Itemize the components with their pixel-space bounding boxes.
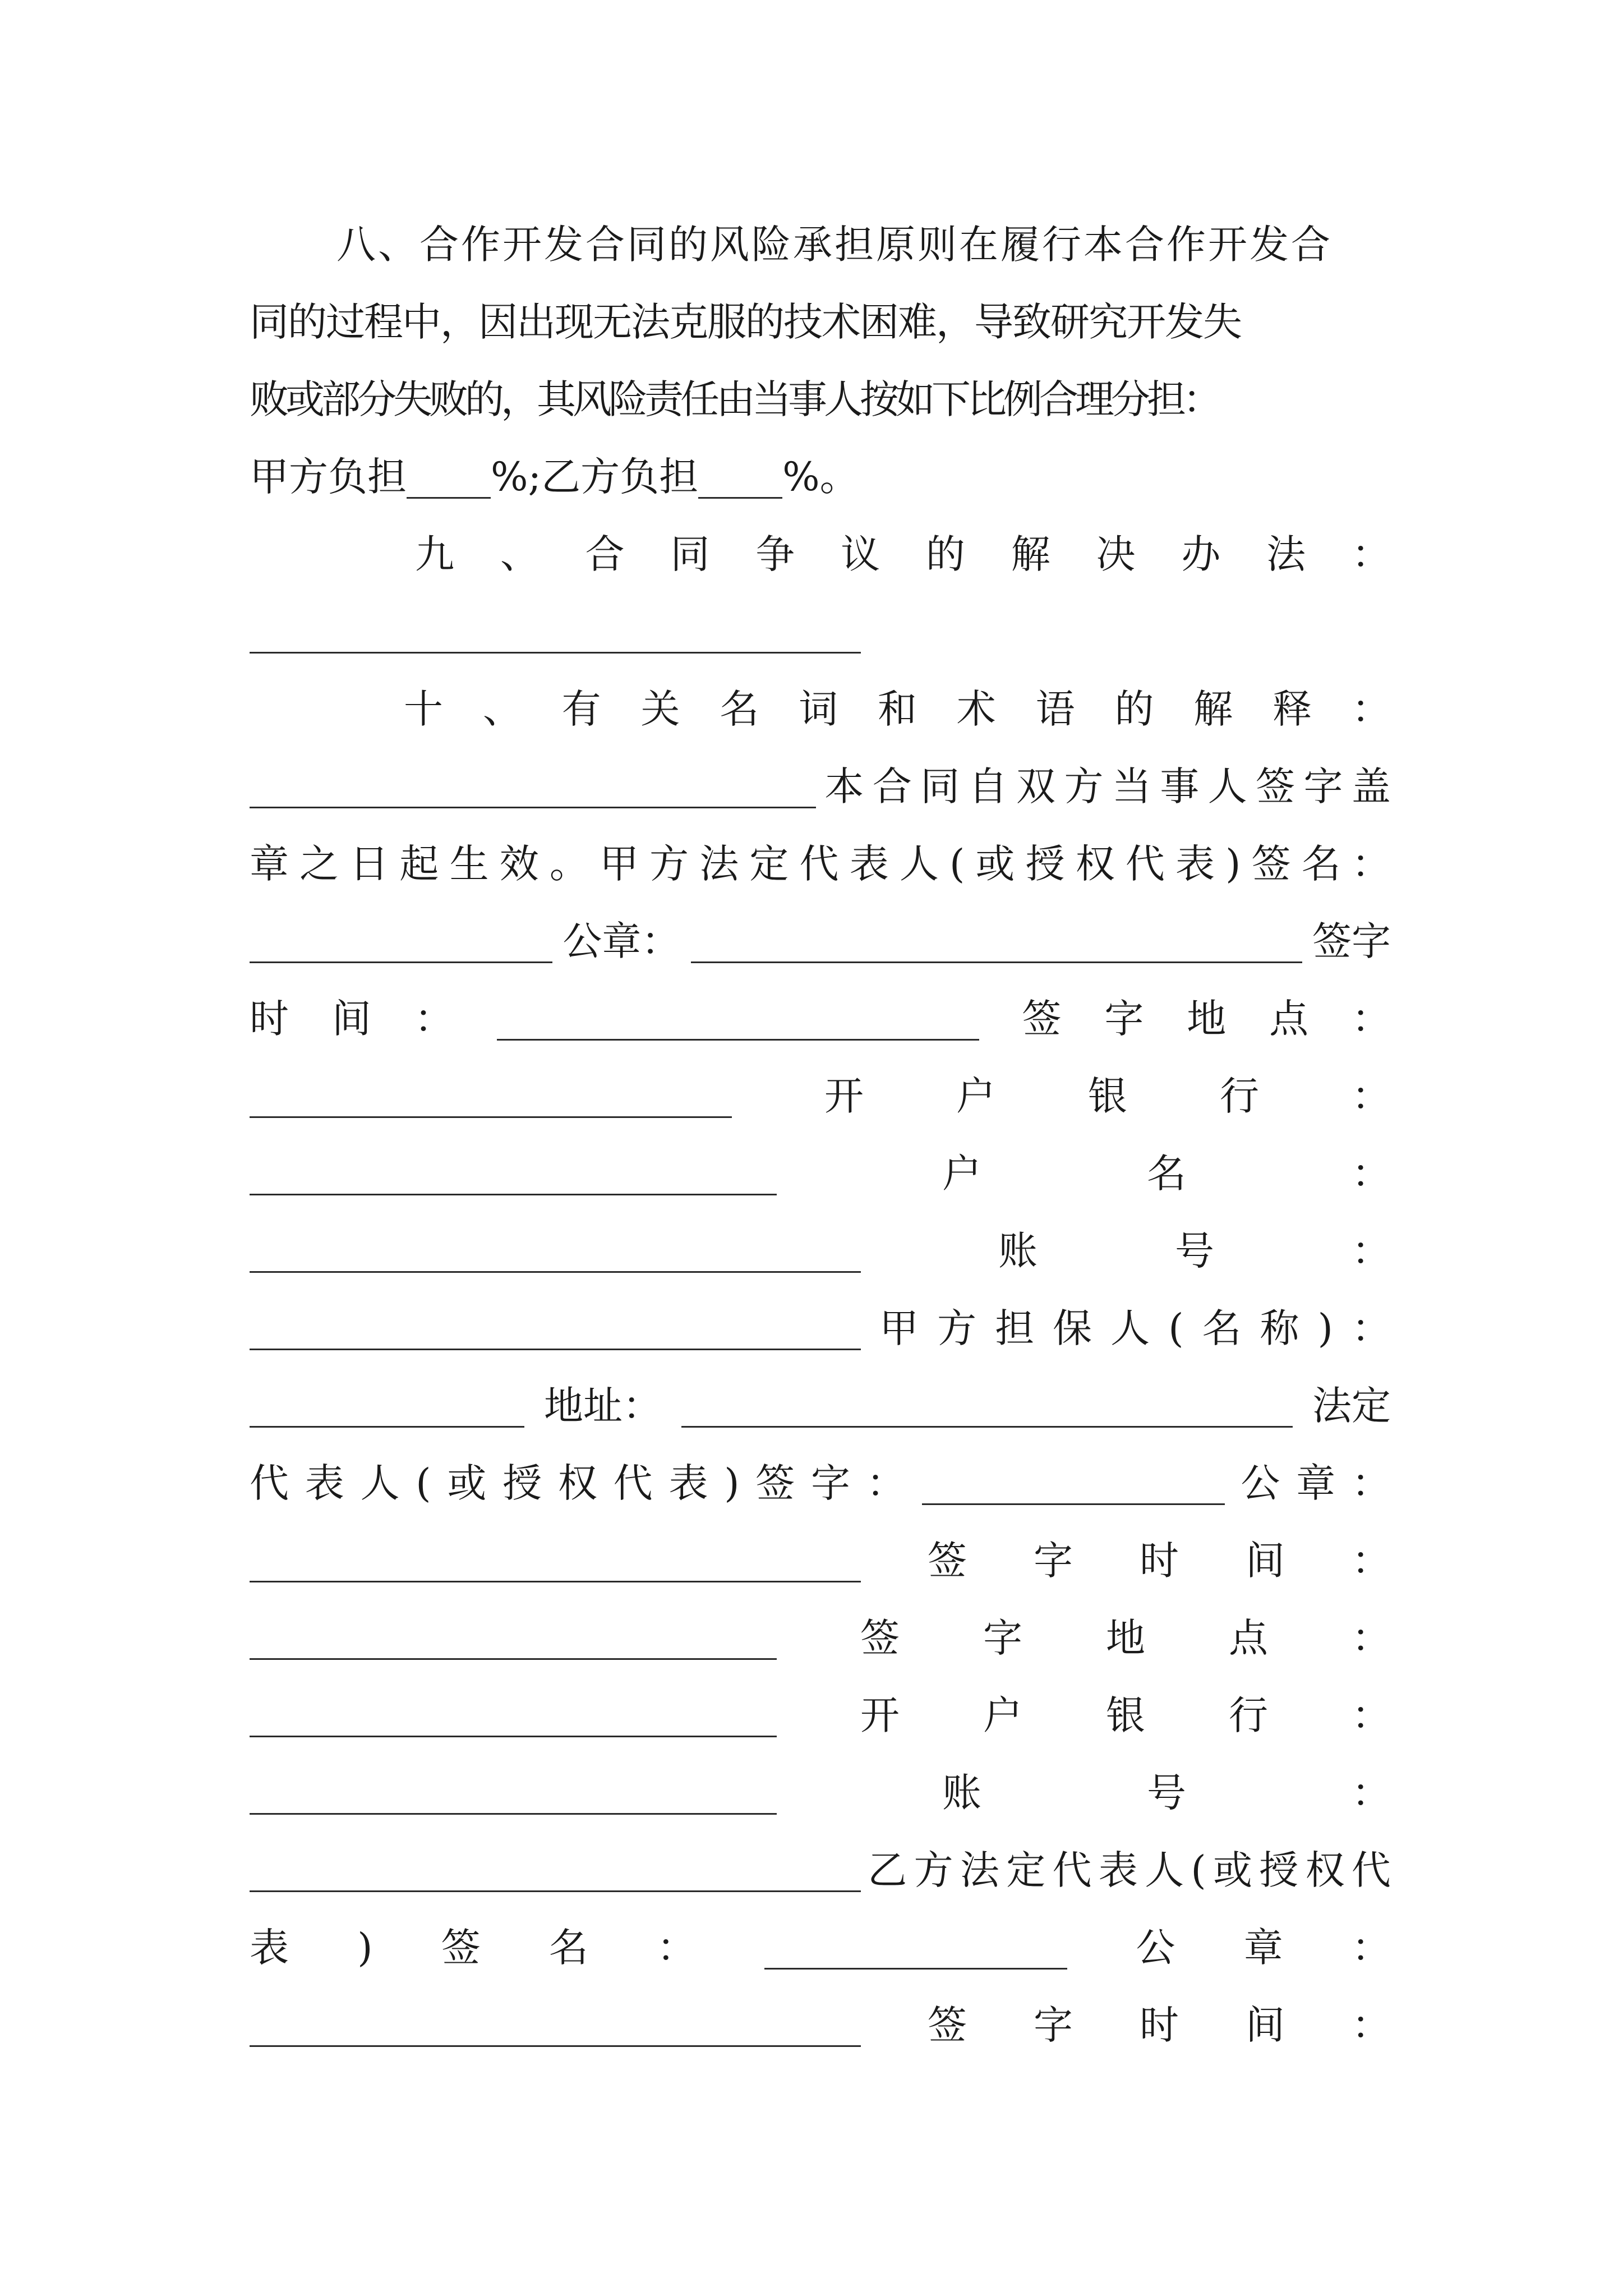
party-a-share-blank[interactable] <box>407 463 491 499</box>
text-char: 人 <box>899 841 939 887</box>
text-char: 权 <box>557 1460 597 1506</box>
clause-8-text-2: 同的过程中，因出现无法克服的技术困难，导致研究开发失 <box>250 299 1241 345</box>
text-char: 字 <box>1104 996 1144 1042</box>
clause-10-char: 解 <box>1193 686 1233 732</box>
text-char: ： <box>657 1925 697 1971</box>
text-char: 乙 <box>868 1847 907 1893</box>
text-char: 签 <box>441 1925 481 1971</box>
text-char: ： <box>1352 1228 1391 1274</box>
text-char: 日 <box>349 841 389 887</box>
effect-clause-char: 合 <box>872 763 912 809</box>
dispute-resolution-blank[interactable] <box>250 618 861 654</box>
clause-10-char: 有 <box>561 686 601 732</box>
clause-8-line-2 <box>250 283 1391 361</box>
text-char: 或 <box>447 1460 487 1506</box>
text-char: 公 <box>1136 1925 1175 1971</box>
text-char: 名 <box>1147 1151 1186 1197</box>
clause-10-char: 和 <box>877 686 917 732</box>
text-char: 时 <box>1140 1538 1179 1584</box>
party-a-bank-line <box>250 1057 1391 1135</box>
text-char: 号 <box>1175 1228 1214 1274</box>
text-char: 公 <box>1241 1460 1280 1506</box>
clause-10-char: 关 <box>640 686 680 732</box>
text-char: 户 <box>956 1073 995 1119</box>
clause-9-char: 办 <box>1181 531 1221 577</box>
effect-clause-char: 方 <box>1064 763 1104 809</box>
text-char: 户 <box>942 1151 981 1197</box>
text-char: 之 <box>299 841 339 887</box>
guarantor-place-line <box>250 1599 1391 1677</box>
text-char: 间 <box>1246 2002 1285 2048</box>
address-label: 地址： <box>544 1383 662 1429</box>
clause-8-line-3 <box>250 361 1391 438</box>
terms-definition-line <box>250 748 1391 825</box>
text-char: 人 <box>1110 1305 1150 1351</box>
text-char: 法 <box>699 841 739 887</box>
text-char: 章 <box>250 841 289 887</box>
text-char: 授 <box>1259 1847 1299 1893</box>
effect-clause-char: 当 <box>1112 763 1151 809</box>
party-b-signature-line <box>250 1909 1391 1986</box>
text-char: 开 <box>824 1073 864 1119</box>
text-char: 时 <box>250 996 289 1042</box>
party-a-bank-blank[interactable] <box>250 1160 777 1195</box>
text-char: 或 <box>1212 1847 1252 1893</box>
text-char: 银 <box>1088 1073 1127 1119</box>
text-char: 代 <box>799 841 839 887</box>
text-char: 字 <box>1034 1538 1073 1584</box>
text-char: 签 <box>928 1538 967 1584</box>
sign-label: 签字 <box>1312 918 1391 964</box>
guarantor-address-blank[interactable] <box>681 1392 1293 1428</box>
effect-clause-char: 签 <box>1256 763 1295 809</box>
party-a-account-name-line <box>250 1135 1391 1212</box>
text-char: 代 <box>1351 1847 1391 1893</box>
clause-8-line-4 <box>250 438 1391 516</box>
guarantor-line <box>250 1290 1391 1367</box>
text-char: 定 <box>1006 1847 1046 1893</box>
effect-clause-char: 人 <box>1207 763 1247 809</box>
clause-10-char: 十 <box>404 686 443 732</box>
text-char: 表 <box>1175 841 1215 887</box>
text-char: 表 <box>849 841 889 887</box>
dispute-resolution-line <box>250 593 1391 670</box>
clause-10-char: 名 <box>720 686 759 732</box>
text-char: ： <box>866 1460 906 1506</box>
text-char: 法 <box>960 1847 999 1893</box>
party-a-signature-blank[interactable] <box>250 928 552 963</box>
text-char: 行 <box>1220 1073 1259 1119</box>
guarantor-account-blank[interactable] <box>250 1857 861 1892</box>
text-char: 授 <box>502 1460 542 1506</box>
text-char: 效 <box>499 841 539 887</box>
text-char: 名 <box>548 1925 588 1971</box>
party-b-time-line <box>250 1986 1391 2064</box>
party-a-seal-blank[interactable] <box>691 928 1302 963</box>
text-char: 章 <box>1243 1925 1283 1971</box>
text-char: ： <box>1352 1073 1391 1119</box>
effect-clause-char: 本 <box>824 763 864 809</box>
text-char: 。 <box>549 841 589 887</box>
text-char: 签 <box>1251 841 1291 887</box>
legal-label: 法定 <box>1312 1383 1391 1429</box>
text-char: 名 <box>1301 841 1341 887</box>
guarantor-sign-time-blank[interactable] <box>250 1625 777 1660</box>
text-char: ： <box>1352 2002 1391 2048</box>
text-char: 账 <box>942 1770 981 1816</box>
clause-10-char: 释 <box>1272 686 1312 732</box>
guarantor-signature-blank[interactable] <box>922 1470 1225 1505</box>
text-char: ) <box>724 1460 740 1506</box>
clause-9-char: 法 <box>1266 531 1306 577</box>
party-a-account-name-blank[interactable] <box>250 1237 861 1273</box>
clause-10-char: 、 <box>482 686 522 732</box>
guarantor-bank-blank[interactable] <box>250 1779 777 1815</box>
text-char: 或 <box>975 841 1015 887</box>
text-char: 签 <box>1022 996 1062 1042</box>
party-b-share-label: %;乙方负担 <box>491 454 699 500</box>
clause-9-char: 的 <box>925 531 965 577</box>
text-char: 间 <box>1246 1538 1285 1584</box>
clause-9-char: 合 <box>585 531 625 577</box>
text-char: 代 <box>613 1460 653 1506</box>
text-char: ) <box>1317 1305 1333 1351</box>
text-char: 地 <box>1106 1615 1145 1661</box>
text-char: 间 <box>331 996 371 1042</box>
effect-clause-char: 同 <box>920 763 960 809</box>
text-char: 人 <box>1145 1847 1184 1893</box>
text-char: 签 <box>860 1615 900 1661</box>
party-b-seal-blank[interactable] <box>250 2012 861 2047</box>
seal-label: 公章： <box>562 918 681 964</box>
text-char: 表 <box>305 1460 344 1506</box>
clause-10-heading <box>404 670 1391 748</box>
clause-9-char: ： <box>1351 531 1391 577</box>
clause-9-char: 议 <box>841 531 880 577</box>
clause-8-line-1 <box>336 206 1391 283</box>
text-char: ： <box>1352 996 1391 1042</box>
text-char: 授 <box>1025 841 1065 887</box>
text-char: ： <box>1352 1692 1391 1738</box>
text-char: 担 <box>995 1305 1035 1351</box>
text-char: 账 <box>998 1228 1038 1274</box>
text-char: 代 <box>250 1460 289 1506</box>
text-char: 表 <box>668 1460 708 1506</box>
text-char: 签 <box>928 2002 967 2048</box>
text-char: 字 <box>811 1460 851 1506</box>
guarantor-account-line <box>250 1754 1391 1832</box>
text-char: 行 <box>1229 1692 1268 1738</box>
party-a-seal-line <box>250 903 1391 980</box>
clause-10-char: 语 <box>1035 686 1075 732</box>
guarantor-name-blank[interactable] <box>250 1392 524 1428</box>
guarantor-time-line <box>250 1522 1391 1599</box>
text-char: 起 <box>399 841 439 887</box>
text-char: 权 <box>1075 841 1115 887</box>
text-char: ： <box>1352 1615 1391 1661</box>
guarantor-seal-blank[interactable] <box>250 1547 861 1582</box>
effect-clause-char: 双 <box>1016 763 1056 809</box>
clause-8-text-1: 八、合作开发合同的风险承担原则在履行本合作开发合 <box>336 222 1332 268</box>
text-char: ) <box>357 1925 373 1971</box>
party-b-share-blank[interactable] <box>698 463 782 499</box>
effect-clause-char: 盖 <box>1351 763 1391 809</box>
clause-9-char: 决 <box>1096 531 1136 577</box>
text-char: 点 <box>1269 996 1309 1042</box>
party-a-account-no-blank[interactable] <box>250 1315 861 1350</box>
clause-10-char: 词 <box>799 686 838 732</box>
party-b-representative-line <box>250 1832 1391 1909</box>
text-char: ( <box>1191 1847 1206 1893</box>
effect-clause-char: 字 <box>1303 763 1343 809</box>
text-char: 户 <box>983 1692 1022 1738</box>
text-char: ( <box>1168 1305 1184 1351</box>
text-char: 银 <box>1106 1692 1145 1738</box>
text-char: 定 <box>749 841 789 887</box>
guarantor-address-line <box>250 1367 1391 1444</box>
text-char: 表 <box>250 1925 289 1971</box>
guarantor-representative-line <box>250 1444 1391 1522</box>
clause-9-char: 解 <box>1011 531 1050 577</box>
text-char: ： <box>414 996 454 1042</box>
text-char: ： <box>1351 1925 1391 1971</box>
text-char: 甲 <box>879 1305 919 1351</box>
party-a-share-label: 甲方负担 <box>250 454 407 500</box>
text-char: 名 <box>1202 1305 1242 1351</box>
text-char: 人 <box>360 1460 400 1506</box>
text-char: 方 <box>914 1847 953 1893</box>
clause-10-char: 的 <box>1114 686 1154 732</box>
clause-10-char: ： <box>1351 686 1391 732</box>
text-char: 保 <box>1053 1305 1092 1351</box>
text-char: ( <box>949 841 965 887</box>
text-char: ： <box>1351 1305 1391 1351</box>
clause-8-text-3: 败或部分失败的，其风险责任由当事人按如下比例合理分担： <box>250 376 1219 422</box>
text-char: 地 <box>1187 996 1227 1042</box>
text-char: ： <box>1352 1770 1391 1816</box>
text-char: ( <box>416 1460 431 1506</box>
share-end: %。 <box>782 454 859 500</box>
text-char: 点 <box>1229 1615 1268 1661</box>
text-char: 权 <box>1305 1847 1345 1893</box>
party-a-sign-time-blank[interactable] <box>497 1005 979 1041</box>
party-b-signature-blank[interactable] <box>764 1934 1067 1970</box>
clause-9-heading <box>415 516 1391 593</box>
party-a-representative-line <box>250 825 1391 903</box>
clause-9-char: 争 <box>755 531 795 577</box>
text-char: ： <box>1351 841 1391 887</box>
party-a-time-line <box>250 980 1391 1057</box>
text-char: 章 <box>1296 1460 1336 1506</box>
clause-10-char: 术 <box>956 686 996 732</box>
text-char: 时 <box>1140 2002 1179 2048</box>
text-char: ： <box>1352 1151 1391 1197</box>
text-char: 生 <box>449 841 489 887</box>
effect-clause-char: 自 <box>968 763 1008 809</box>
guarantor-sign-place-blank[interactable] <box>250 1702 777 1737</box>
text-char: 方 <box>937 1305 977 1351</box>
text-char: 方 <box>649 841 689 887</box>
text-char: 签 <box>755 1460 795 1506</box>
party-a-account-no-line <box>250 1212 1391 1290</box>
clause-9-char: 同 <box>670 531 710 577</box>
text-char: 甲 <box>599 841 639 887</box>
text-char: 表 <box>1098 1847 1138 1893</box>
party-a-sign-place-blank[interactable] <box>250 1083 732 1118</box>
text-char: 代 <box>1052 1847 1092 1893</box>
text-char: 代 <box>1125 841 1165 887</box>
text-char: ： <box>1352 1538 1391 1584</box>
text-char: 称 <box>1260 1305 1299 1351</box>
text-char: 字 <box>1034 2002 1073 2048</box>
text-char: 字 <box>983 1615 1022 1661</box>
text-char: ： <box>1351 1460 1391 1506</box>
text-char: 开 <box>860 1692 900 1738</box>
text-char: 号 <box>1147 1770 1186 1816</box>
text-char: ) <box>1225 841 1241 887</box>
terms-definition-blank[interactable] <box>250 773 816 808</box>
clause-9-char: 九 <box>415 531 454 577</box>
guarantor-bank-line <box>250 1677 1391 1754</box>
clause-9-char: 、 <box>500 531 540 577</box>
effect-clause-char: 事 <box>1160 763 1200 809</box>
